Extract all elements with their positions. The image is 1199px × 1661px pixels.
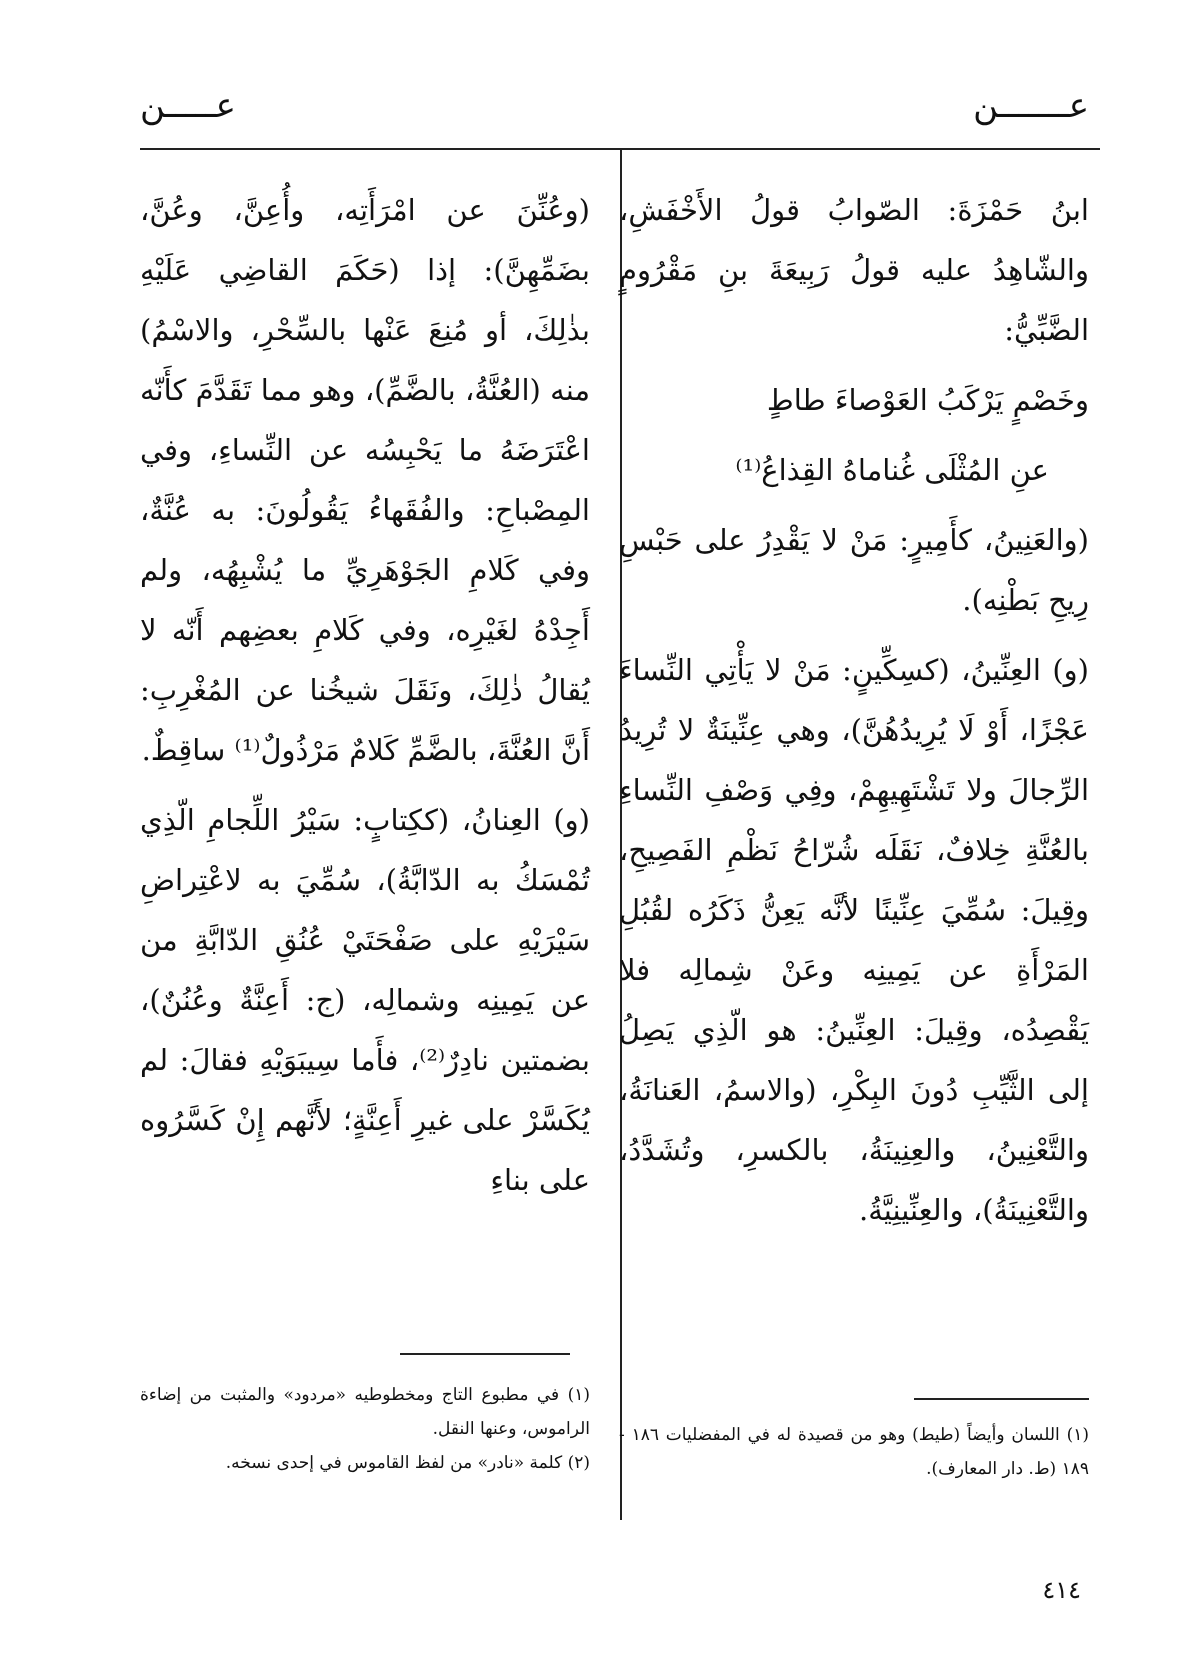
left-paragraph-2: (و) العِنانُ، (ككِتابٍ: سَيْرُ اللِّجامِ الّذِي تُمْسَكُ به الدّابَّةُ)، سُمِّيَ به لاعْتِراضِ سَيْرَيْهِ على صَفْحَتَيْ عُنُقِ الدّابَّةِ من عن يَمِينِه وشمالِه، (ج: أَعِنَّةٌ وعُنُنٌ)، بضمتين نادِرٌ⁽²⁾، فأَما سِيبَوَيْهِ فقالَ: لم يُكَسَّرْ على غيرِ أَعِنَّةٍ؛ لأَنَّهم إِنْ كَسَّرُوه على بناءِ — [140, 803, 591, 1197]
left-column — [140, 180, 590, 1220]
verse-line-1: وخَصْمٍ يَرْكَبُ العَوْصاءَ طاطٍ — [766, 383, 1089, 417]
right-paragraph-3: (و) العِنِّينُ، (كسِكِّينٍ: مَنْ لا يَأْتِي النِّساءَ عَجْزًا، أَوْ لَا يُرِيدُهُنَّ)، وهي عِنِّينَةٌ لا تُرِيدُ الرِّجالَ ولا تَشْتَهِيهِمْ، وفِي وَصْفِ النِّساءِ بالعُنَّةِ خِلافٌ، نَقَلَه شُرّاحُ نَظْمِ الفَصِيحِ، وقِيلَ: سُمِّيَ عِنِّينًا لأنَّه يَعِنُّ ذَكَرُه لقُبُلِ المَرْأَةِ عن يَمِينِه وعَنْ شِمالِه فلا يَقْصِدُه، وقِيلَ: العِنِّينُ: هو الّذِي يَصِلُ إلى الثَّيِّبِ دُونَ البِكْرِ، (والاسمُ، العَنانَةُ، والتَّعْنِينُ، والعِنِينَةُ، بالكسرِ، وتُشَدَّدُ، والتَّعْنِينَةُ)، والعِنِّينِيَّةُ. — [619, 653, 1089, 1227]
footnotes-right — [619, 1418, 1089, 1486]
right-paragraph-2: (والعَنِينُ، كأَمِيرٍ: مَنْ لا يَقْدِرُ على حَبْسِ رِيحِ بَطْنِه). — [619, 523, 1089, 617]
page-number: ٤١٤ — [1042, 1576, 1081, 1604]
right-paragraph-1: ابنُ حَمْزَةَ: الصّوابُ قولُ الأَخْفَشِ، والشّاهِدُ عليه قولُ رَبِيعَةَ بنِ مَقْرُومٍ الضَّبِّيُّ: — [619, 193, 1089, 347]
footnotes-left — [140, 1378, 590, 1480]
footnote-rule-right — [914, 1398, 1089, 1400]
footnote-right-1: (١) اللسان وأيضاً (طيط) وهو من قصيدة له في المفضليات ١٨٦ - ١٨٩ (ط. دار المعارف). — [619, 1425, 1089, 1479]
running-header-left: عـــــن — [140, 86, 236, 126]
footnote-left-2: (٢) كلمة «نادر» من لفظ القاموس في إحدى نسخه. — [225, 1453, 590, 1473]
verse-line-2: عنِ المُثْلَى غُناماهُ القِذاعُ⁽¹⁾ — [735, 453, 1049, 487]
left-paragraph-1: (وعُنِّنَ عن امْرَأَتِه، وأُعِنَّ، وعُنَّ، بضَمِّهِنَّ): إذا (حَكَمَ القاضِي عَلَيْهِ بذٰلِكَ، أو مُنِعَ عَنْها بالسِّحْرِ، والاسْمُ) منه (العُنَّةُ، بالضَّمِّ)، وهو مما تَقَدَّمَ كأَنّه اعْتَرَضَهُ ما يَحْبِسُه عن النِّساءِ، وفي المِصْباحِ: والفُقَهاءُ يَقُولُونَ: به عُنَّةٌ، وفي كَلامِ الجَوْهَرِيِّ ما يُشْبِهُه، ولم أَجِدْهُ لغَيْرِه، وفي كَلامِ بعضِهم أَنّه لا يُقالُ ذٰلِكَ، ونَقَلَ شيخُنا عن المُغْرِبِ: أَنَّ العُنَّةَ، بالضَّمِّ كَلامٌ مَرْذُولٌ⁽¹⁾ ساقِطٌ. — [140, 193, 590, 767]
footnote-left-1: (١) في مطبوع التاج ومخطوطيه «مردود» والمثبت من إضاءة الراموس، وعنها النقل. — [140, 1385, 590, 1439]
right-column — [619, 180, 1089, 1250]
footnote-rule-left — [400, 1353, 570, 1355]
running-header-right: عـــــــن — [973, 86, 1089, 126]
